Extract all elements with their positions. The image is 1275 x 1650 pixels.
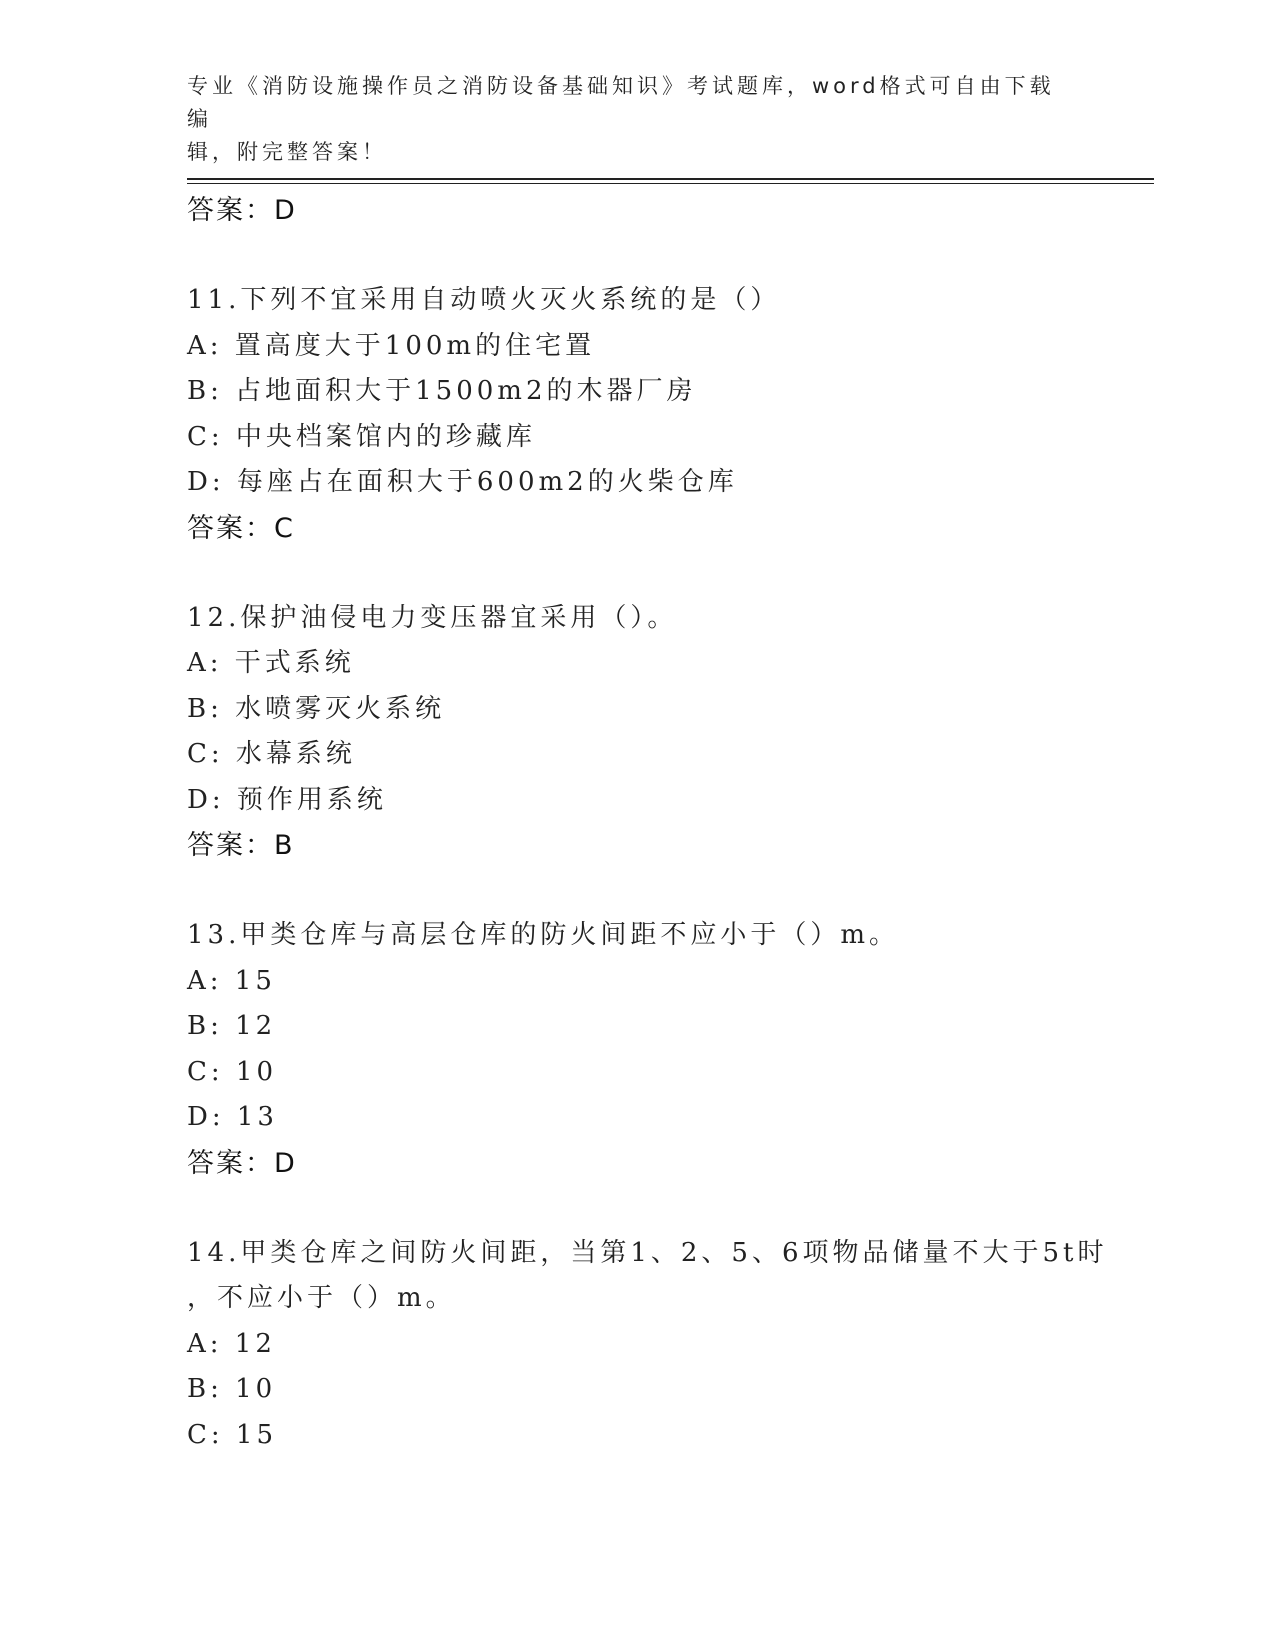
option-a: A: 干式系统 — [187, 648, 355, 678]
option-a: A: 12 — [187, 1328, 276, 1359]
option-a: A: 15 — [187, 965, 276, 996]
spacer — [187, 234, 1154, 278]
header-rule-thick — [187, 178, 1154, 180]
option-c: C: 中央档案馆内的珍藏库 — [187, 421, 536, 452]
question-block — [187, 1231, 1154, 1459]
option-b: B: 占地面积大于1500m2的木器厂房 — [187, 376, 697, 406]
question-title-continued: ，不应小于（）m。 — [187, 1283, 456, 1313]
question-list — [187, 188, 1154, 1458]
header-line-2: 辑，附完整答案！ — [187, 140, 387, 164]
question-block — [187, 913, 1154, 1187]
option-d: D: 13 — [187, 1102, 278, 1132]
answer-line: 答案：B — [187, 830, 295, 861]
option-b: B: 12 — [187, 1011, 277, 1041]
question-title: 13.甲类仓库与高层仓库的防火间距不应小于（）m。 — [187, 920, 900, 950]
option-d: D: 预作用系统 — [187, 784, 387, 815]
spacer — [187, 552, 1154, 596]
document-header — [187, 70, 1067, 169]
question-block — [187, 596, 1154, 870]
option-b: B: 水喷雾灭火系统 — [187, 693, 446, 724]
answer-line: 答案：C — [187, 512, 295, 544]
answer-line: 答案：D — [187, 1147, 297, 1179]
option-b: B: 10 — [187, 1374, 277, 1404]
option-c: C: 15 — [187, 1419, 278, 1450]
option-c: C: 10 — [187, 1056, 278, 1087]
answer-line: 答案：D — [187, 195, 297, 226]
spacer — [187, 869, 1154, 913]
question-title: 14.甲类仓库之间防火间距，当第1、2、5、6项物品储量不大于5t时 — [187, 1237, 1108, 1268]
option-a: A: 置高度大于100m的住宅置 — [187, 330, 596, 361]
spacer — [187, 1187, 1154, 1231]
question-title: 12.保护油侵电力变压器宜采用（）。 — [187, 602, 678, 633]
option-d: D: 每座占在面积大于600m2的火柴仓库 — [187, 467, 738, 497]
header-line-1: 专业《消防设施操作员之消防设备基础知识》考试题库，word格式可自由下载编 — [187, 74, 1055, 131]
question-title: 11.下列不宜采用自动喷火灭火系统的是（） — [187, 285, 781, 315]
option-c: C: 水幕系统 — [187, 739, 356, 769]
header-rule-thin — [187, 183, 1154, 184]
question-block — [187, 278, 1154, 552]
